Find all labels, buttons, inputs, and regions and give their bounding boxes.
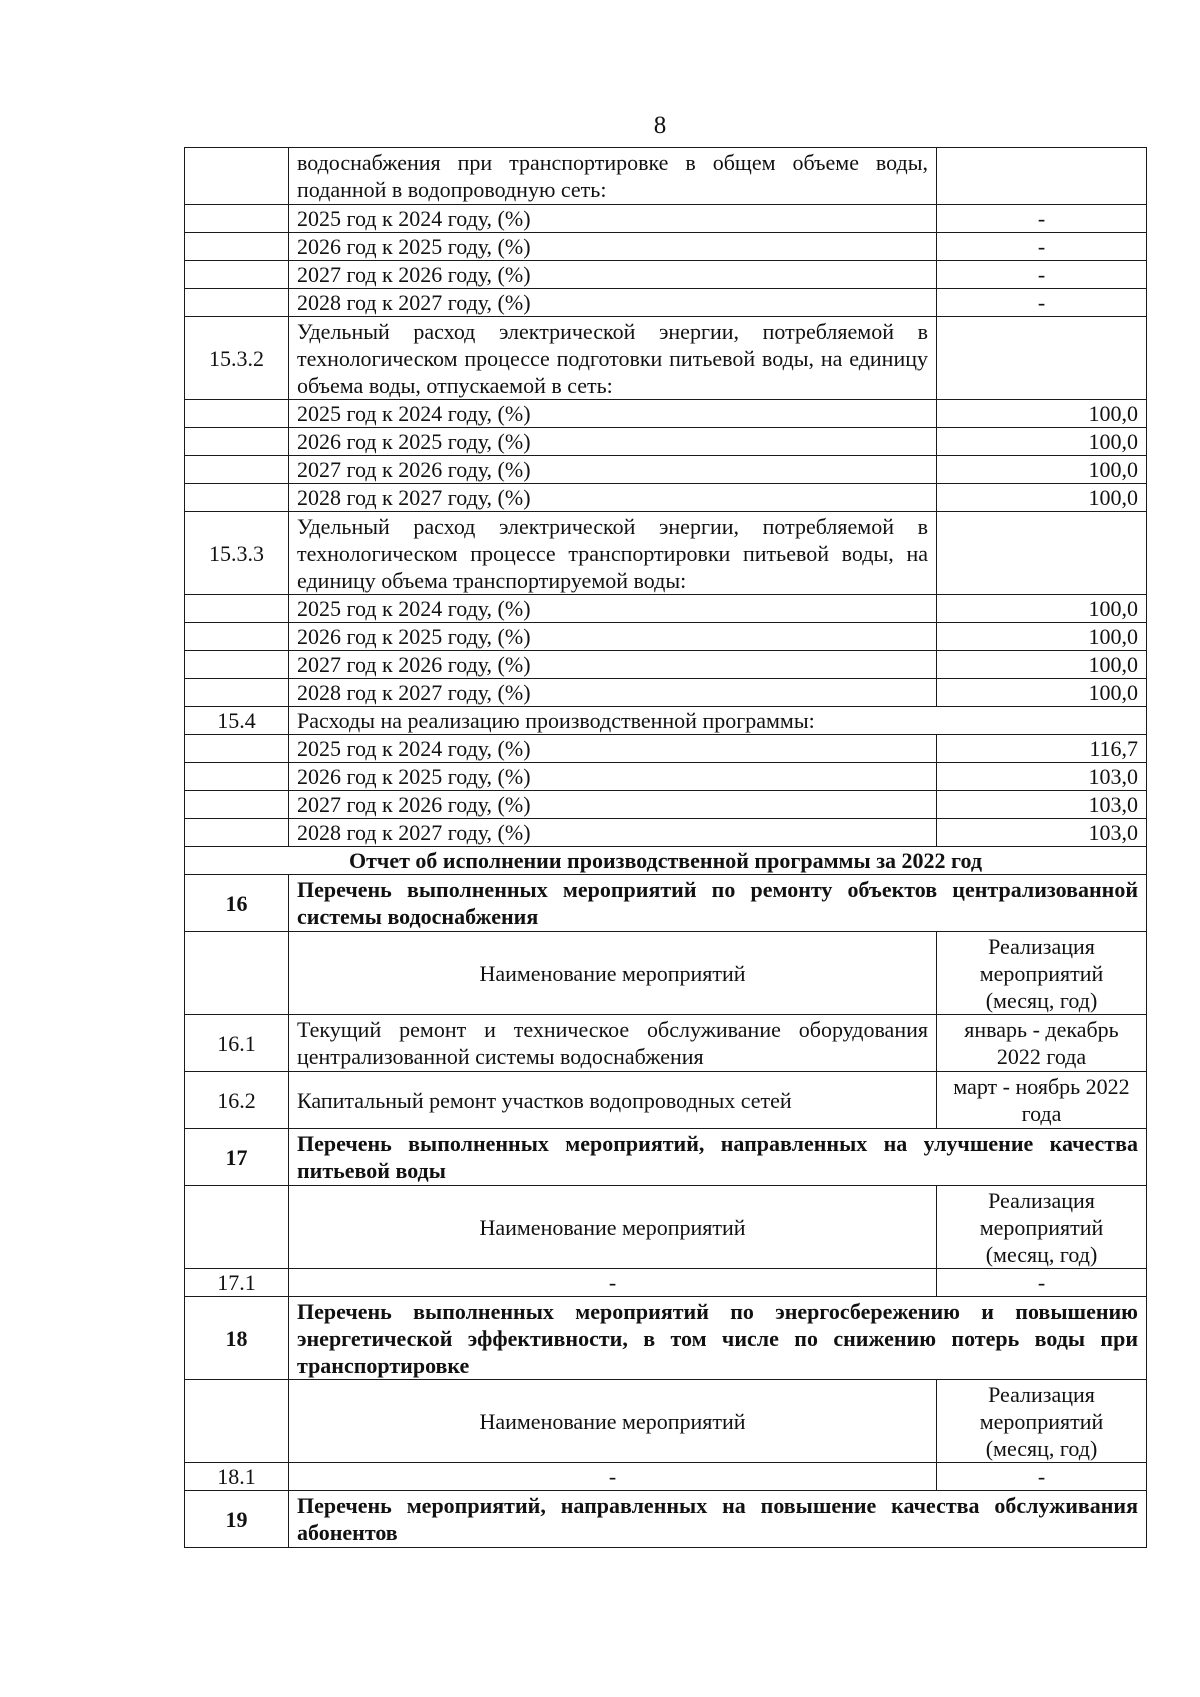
table-row [185,1463,1147,1491]
row-value: - [937,205,1147,233]
header-number-cell [185,932,289,1015]
item-period: январь - декабрь 2022 года [937,1015,1147,1072]
table-row [185,317,1147,400]
table-row [185,1015,1147,1072]
column-header-row [185,1380,1147,1463]
row-number [185,289,289,317]
row-number [185,400,289,428]
item-period: - [937,1269,1147,1297]
row-text: Удельный расход электрической энергии, потребляемой в технологическом процессе транспортировки питьевой воды, на единицу объема транспортируемой воды: [289,512,937,595]
item-period: март - ноябрь 2022 года [937,1072,1147,1129]
row-text: 2026 год к 2025 году, (%) [289,233,937,261]
row-value: 100,0 [937,484,1147,512]
section-number: 18 [185,1297,289,1380]
row-number [185,148,289,205]
table-row [185,428,1147,456]
item-number: 18.1 [185,1463,289,1491]
section-title: Перечень выполненных мероприятий по ремонту объектов централизованной системы водоснабжения [289,875,1147,932]
row-text: Расходы на реализацию производственной программы: [289,707,1147,735]
row-number: 15.4 [185,707,289,735]
table-row [185,679,1147,707]
row-value: 100,0 [937,651,1147,679]
row-value: 100,0 [937,595,1147,623]
header-period: Реализация мероприятий (месяц, год) [937,1186,1147,1269]
header-period: Реализация мероприятий (месяц, год) [937,1380,1147,1463]
row-number [185,428,289,456]
row-number [185,623,289,651]
section-title: Перечень выполненных мероприятий по энергосбережению и повышению энергетической эффективности, в том числе по снижению потерь воды при транспортировке [289,1297,1147,1380]
table-row [185,261,1147,289]
row-number [185,791,289,819]
row-text: 2028 год к 2027 году, (%) [289,819,937,847]
row-text: 2028 год к 2027 году, (%) [289,484,937,512]
row-value: 100,0 [937,428,1147,456]
row-text: 2027 год к 2026 году, (%) [289,651,937,679]
table-row [185,595,1147,623]
table-row [185,289,1147,317]
row-text: 2025 год к 2024 году, (%) [289,205,937,233]
row-value: 100,0 [937,400,1147,428]
section-row [185,1297,1147,1380]
table-row [185,400,1147,428]
report-title: Отчет об исполнении производственной программы за 2022 год [185,847,1147,875]
row-number [185,261,289,289]
row-text: 2027 год к 2026 году, (%) [289,261,937,289]
row-number [185,735,289,763]
row-value: 103,0 [937,791,1147,819]
row-value: 100,0 [937,456,1147,484]
table-row [185,791,1147,819]
item-text: - [289,1269,937,1297]
item-text: - [289,1463,937,1491]
table-row [185,707,1147,735]
item-period: - [937,1463,1147,1491]
row-number [185,763,289,791]
header-name: Наименование мероприятий [289,932,937,1015]
row-value [937,317,1147,400]
header-name: Наименование мероприятий [289,1380,937,1463]
section-row [185,1491,1147,1548]
section-number: 16 [185,875,289,932]
row-text: 2025 год к 2024 году, (%) [289,400,937,428]
header-period: Реализация мероприятий (месяц, год) [937,932,1147,1015]
item-text: Текущий ремонт и техническое обслуживание оборудования централизованной системы водоснабжения [289,1015,937,1072]
row-number [185,651,289,679]
section-number: 19 [185,1491,289,1548]
row-number [185,679,289,707]
row-text: 2025 год к 2024 году, (%) [289,735,937,763]
row-value: 100,0 [937,623,1147,651]
item-number: 16.1 [185,1015,289,1072]
column-header-row [185,932,1147,1015]
row-text: Удельный расход электрической энергии, потребляемой в технологическом процессе подготовки питьевой воды, на единицу объема воды, отпускаемой в сеть: [289,317,937,400]
column-header-row [185,1186,1147,1269]
row-text: 2028 год к 2027 году, (%) [289,289,937,317]
row-text: 2027 год к 2026 году, (%) [289,791,937,819]
table-row [185,735,1147,763]
row-text: 2028 год к 2027 году, (%) [289,679,937,707]
row-number [185,484,289,512]
page-number: 8 [653,112,667,139]
section-title: Перечень мероприятий, направленных на повышение качества обслуживания абонентов [289,1491,1147,1548]
section-row [185,875,1147,932]
row-number: 15.3.2 [185,317,289,400]
row-text: 2026 год к 2025 году, (%) [289,428,937,456]
row-value [937,148,1147,205]
table-row [185,148,1147,205]
row-text: 2025 год к 2024 году, (%) [289,595,937,623]
table-row [185,512,1147,595]
row-text: водоснабжения при транспортировке в общем объеме воды, поданной в водопроводную сеть: [289,148,937,205]
row-number [185,819,289,847]
row-value: 103,0 [937,763,1147,791]
item-number: 16.2 [185,1072,289,1129]
row-text: 2027 год к 2026 году, (%) [289,456,937,484]
table-row [185,456,1147,484]
section-title: Перечень выполненных мероприятий, направленных на улучшение качества питьевой воды [289,1129,1147,1186]
row-number [185,205,289,233]
header-number-cell [185,1186,289,1269]
row-number [185,233,289,261]
header-number-cell [185,1380,289,1463]
row-value: 100,0 [937,679,1147,707]
table-row [185,205,1147,233]
row-number [185,595,289,623]
table-row [185,1072,1147,1129]
table-row [185,763,1147,791]
table-row [185,1269,1147,1297]
row-value: - [937,261,1147,289]
row-text: 2026 год к 2025 году, (%) [289,763,937,791]
row-text: 2026 год к 2025 году, (%) [289,623,937,651]
table-row [185,233,1147,261]
section-row [185,1129,1147,1186]
report-title-row [185,847,1147,875]
row-number: 15.3.3 [185,512,289,595]
item-text: Капитальный ремонт участков водопроводных сетей [289,1072,937,1129]
table-row [185,651,1147,679]
row-value: 103,0 [937,819,1147,847]
table-row [185,819,1147,847]
section-number: 17 [185,1129,289,1186]
document-table [184,147,1147,1548]
row-value: 116,7 [937,735,1147,763]
row-value: - [937,289,1147,317]
table-row [185,484,1147,512]
row-value: - [937,233,1147,261]
item-number: 17.1 [185,1269,289,1297]
row-value [937,512,1147,595]
table-row [185,623,1147,651]
row-number [185,456,289,484]
header-name: Наименование мероприятий [289,1186,937,1269]
